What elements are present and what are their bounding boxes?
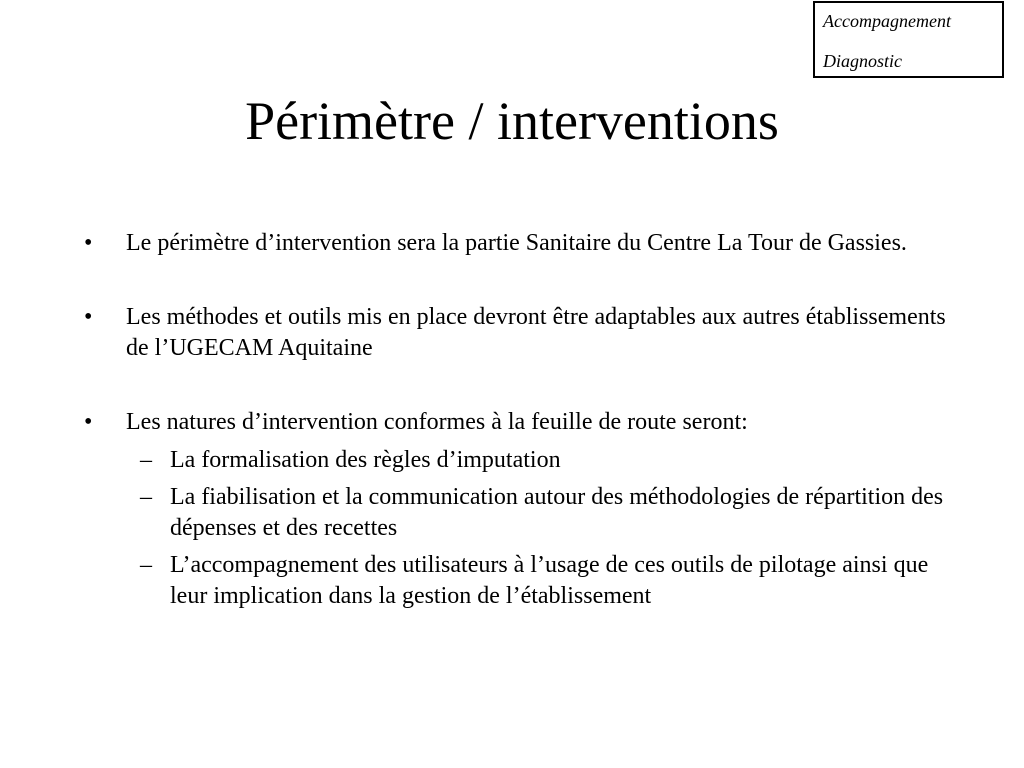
bullet-icon: • <box>84 409 93 435</box>
sub-item-text: L’accompagnement des utilisateurs à l’usage de ces outils de pilotage ainsi que leur implication dans la gestion de l’établissement <box>170 552 929 609</box>
slide-content <box>84 228 964 612</box>
tag-diagnostic: Diagnostic <box>823 51 902 71</box>
dash-icon: – <box>140 484 152 510</box>
category-tag-box <box>813 1 1004 78</box>
bullet-item-perimetre <box>84 228 964 259</box>
sub-item-text: La fiabilisation et la communication autour des méthodologies de répartition des dépenses et des recettes <box>170 484 944 541</box>
sub-item-fiabilisation <box>84 482 964 544</box>
bullet-icon: • <box>84 304 93 330</box>
bullet-text: Les méthodes et outils mis en place devront être adaptables aux autres établissements de l’UGECAM Aquitaine <box>126 304 946 361</box>
sub-item-accompagnement <box>84 550 964 612</box>
bullet-item-methodes <box>84 302 964 364</box>
bullet-text: Les natures d’intervention conformes à la feuille de route seront: <box>126 409 748 435</box>
slide-title: Périmètre / interventions <box>245 91 779 151</box>
sub-item-text: La formalisation des règles d’imputation <box>170 447 561 473</box>
bullet-text: Le périmètre d’intervention sera la partie Sanitaire du Centre La Tour de Gassies. <box>126 230 907 256</box>
bullet-item-natures <box>84 407 964 438</box>
sub-item-formalisation <box>84 445 964 476</box>
dash-icon: – <box>140 447 152 473</box>
dash-icon: – <box>140 552 152 578</box>
bullet-icon: • <box>84 230 93 256</box>
tag-accompagnement: Accompagnement <box>823 11 951 31</box>
